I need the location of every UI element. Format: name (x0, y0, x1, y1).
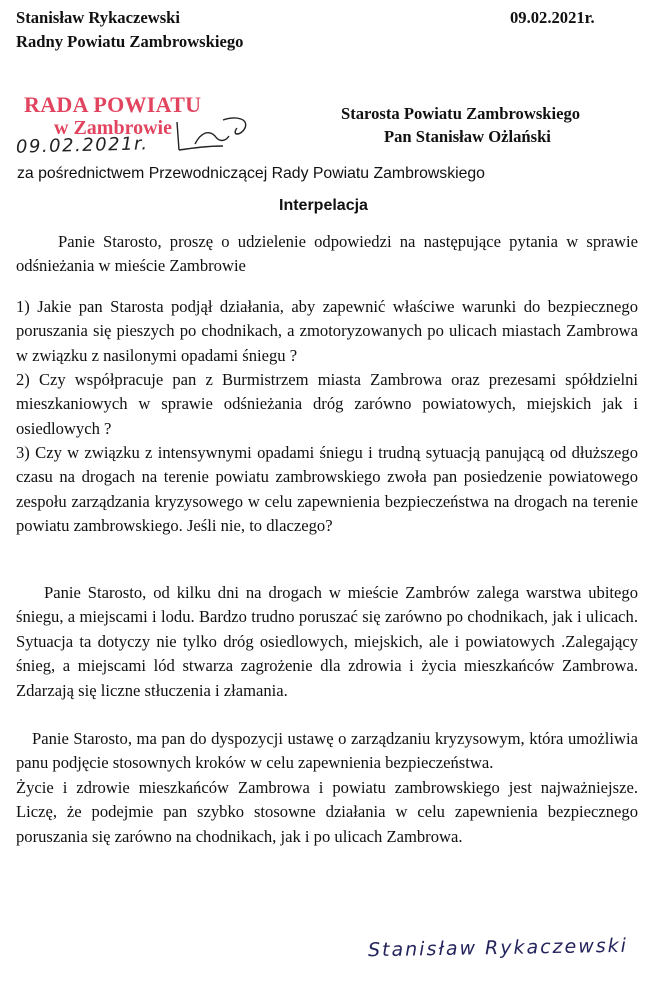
sender-block (16, 6, 243, 54)
heading-interpelacja: Interpelacja (279, 197, 368, 214)
question-2: 2) Czy współpracuje pan z Burmistrzem miasta Zambrowa oraz prezesami spółdzielni mieszkaniowych w sprawie odśnieżania dróg zarówno powiatowych, miejskich jak i osiedlowych ? (16, 370, 638, 438)
stamp-initials-icon (165, 112, 255, 157)
via-line: za pośrednictwem Przewodniczącej Rady Powiatu Zambrowskiego (17, 165, 485, 182)
recipient-line-2: Pan Stanisław Ożlański (384, 127, 551, 146)
question-1: 1) Jakie pan Starosta podjął działania, aby zapewnić właściwe warunki do bezpiecznego poruszania się pieszych po chodnikach, a zmotoryzowanych po ulicach miastach Zambrowa w związku z nasilonymi opadami śniegu ? (16, 297, 638, 365)
body-paragraph-2: Panie Starosto, ma pan do dyspozycji ustawę o zarządzaniu kryzysowym, która umożliwia panu podjęcie stosownych kroków w celu zapewnienia bezpieczeństwa. (16, 729, 638, 773)
body-paragraph-3: Życie i zdrowie mieszkańców Zambrowa i powiatu zambrowskiego jest najważniejsze. Liczę, że podejmie pan szybko stosowne działania w celu zapewnienia bezpiecznego poruszania się zarówno na chodnikach, jak i po ulicach Zambrowa. (16, 778, 638, 846)
intro-paragraph: Panie Starosto, proszę o udzielenie odpowiedzi na następujące pytania w sprawie odśnieżania w mieście Zambrowie (16, 232, 638, 276)
sender-title: Radny Powiatu Zambrowskiego (16, 32, 244, 51)
stamp-handwritten-date: 09.02.2021r. (15, 133, 149, 158)
stamp-line-2: w Zambrowie (54, 117, 172, 139)
question-3: 3) Czy w związku z intensywnymi opadami śniegu i trudną sytuacją panującą od dłuższego czasu na drogach na terenie powiatu zambrowskiego zwoła pan posiedzenie powiatowego zespołu zarządzania kryzysowego w celu zapewnienia bezpieczeństwa na drogach na terenie powiatu zambrowskiego. Jeśli nie, to dlaczego? (16, 443, 638, 536)
document-date: 09.02.2021r. (510, 8, 595, 27)
stamp-line-1: RADA POWIATU (24, 92, 202, 117)
sender-name: Stanisław Rykaczewski (16, 8, 180, 27)
signature: Stanisław Rykaczewski (367, 934, 629, 962)
recipient-line-1: Starosta Powiatu Zambrowskiego (341, 104, 581, 123)
council-stamp (10, 92, 240, 162)
body-paragraph-1: Panie Starosto, od kilku dni na drogach w mieście Zambrów zalega warstwa ubitego śniegu, a miejscami i lodu. Bardzo trudno poruszać się zarówno po chodnikach, jak i ulicach. Sytuacja ta dotyczy nie tylko dróg osiedlowych, miejskich, ale i powiatowych .Zalegający śnieg, a miejscami lód stwarza zagrożenie dla zdrowia i życia mieszkańców Zambrowa. Zdarzają się liczne stłuczenia i złamania. (16, 583, 638, 700)
